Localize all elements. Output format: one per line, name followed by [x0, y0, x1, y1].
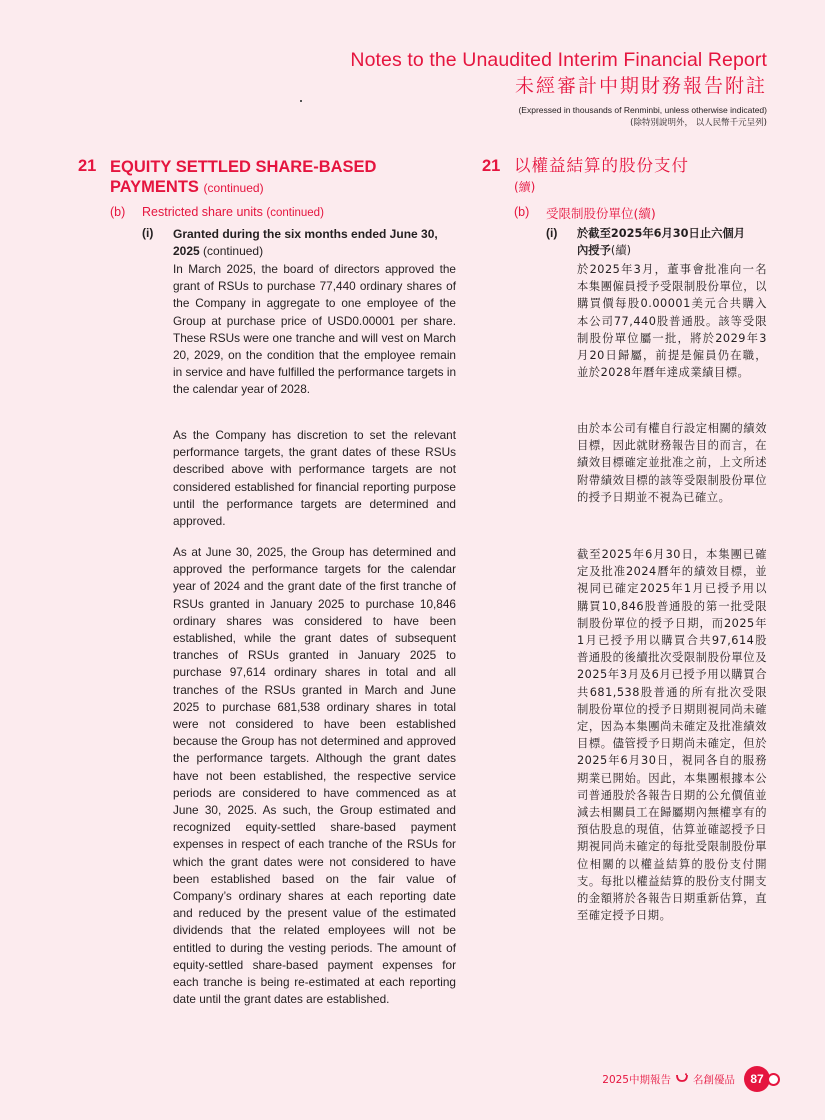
left-section-title-line2: PAYMENTS	[110, 178, 199, 196]
left-paragraph-2: As the Company has discretion to set the relevant performance targets, the grant dates of these RSUs described above with performance targets are not considered established for financial reporting purpose until the performance targets are determined and approved.	[173, 428, 456, 529]
left-section-number: 21	[78, 157, 97, 175]
right-sub-title: 受限制股份單位(續)	[546, 206, 656, 221]
left-sub-label: (b)	[110, 205, 126, 219]
right-item-title	[577, 225, 745, 259]
header-title-zh: 未經審計中期財務報告附註	[514, 75, 767, 97]
expressed-note-en: (Expressed in thousands of Renminbi, unless otherwise indicated)	[518, 105, 767, 115]
right-item-title-line2-wrap	[577, 242, 745, 259]
right-item-label: (i)	[546, 226, 558, 240]
right-section-continued: (續)	[514, 180, 536, 194]
left-sub-title: Restricted share units	[142, 205, 263, 219]
footer	[602, 1072, 735, 1087]
left-section-continued: (continued)	[203, 181, 264, 195]
right-section-number: 21	[482, 157, 501, 175]
right-sub-label: (b)	[514, 205, 530, 219]
left-paragraph-3: As at June 30, 2025, the Group has determined and approved the performance targets for the calendar year of 2024 and the grant date of the first tranche of RSUs granted in January 2025 to purchase 10,846 ordinary shares was considered to have been established, while the grant dates of subsequent tranches of RSUs granted in January 2025 to purchase 97,614 ordinary shares in total and all tranches of the RSUs granted in March and June 2025 to purchase 681,538 ordinary shares in total were not considered to have been established because the Group has not determined and approved the performance targets. Although the grant dates have not been established, the respective service periods are considered to have commenced as at June 30, 2025. As such, the Group estimated and recognized equity-settled share-based payment expenses in respect of each tranche of the RSUs for which the grant dates were not considered to have been established based on the fair value of Company’s ordinary shares at each reporting date and reduced by the present value of the estimated dividends that the related employees will not be entitled to during the vesting periods. The amount of equity-settled share-based payment expenses for each tranche is being re-estimated at each reporting date until the grant dates are established.	[173, 545, 456, 1007]
left-item-title: Granted during the six months ended June 30, 2025	[173, 227, 438, 258]
left-sub-title-wrap	[142, 205, 324, 219]
page-ring-icon	[767, 1073, 780, 1086]
footer-brand: 名創優品	[693, 1074, 735, 1086]
left-item-continued: (continued)	[203, 244, 264, 258]
stray-dot	[300, 100, 302, 102]
expressed-note-zh: (除特別說明外， 以人民幣千元呈列)	[630, 118, 767, 128]
right-item-title-line2: 內授予	[577, 244, 611, 257]
right-paragraph-2: 由於本公司有權自行設定相關的績效目標，因此就財務報告目的而言，在績效目標確定並批准之前，上文所述附帶績效目標的該等受限制股份單位的授予日期並不視為已確立。	[577, 422, 767, 504]
right-item-title-line1: 於截至2025年6月30日止六個月	[577, 227, 745, 240]
brand-logo-icon	[676, 1073, 688, 1086]
right-paragraph-1: 於2025年3月，董事會批准向一名本集團僱員授予受限制股份單位，以購買價每股0.00001美元合共購入本公司77,440股普通股。該等受限制股份單位屬一批，將於2029年3月20日歸屬，前提是僱員仍在職，並於2028年曆年達成業績目標。	[577, 263, 767, 380]
left-item-label: (i)	[142, 226, 154, 240]
left-section-title-line1: EQUITY SETTLED SHARE-BASED	[110, 158, 377, 176]
page-number: 87	[750, 1072, 764, 1086]
left-section-title	[110, 157, 376, 198]
header-title-en: Notes to the Unaudited Interim Financial Report	[350, 49, 767, 71]
footer-report-label: 2025中期報告	[602, 1074, 671, 1086]
left-section-title-line2-wrap	[110, 177, 376, 198]
right-section-title: 以權益結算的股份支付	[514, 156, 689, 175]
left-sub-continued: (continued)	[266, 207, 324, 219]
right-paragraph-3: 截至2025年6月30日，本集團已確定及批准2024曆年的績效目標，並視同已確定2025年1月已授予用以購買10,846股普通股的第一批受限制股份單位的授予日期，而2025年1月已授予用以購買合共97,614股普通股的後續批次受限制股份單位及2025年3月及6月已授予用以購買合共681,538股普通的所有批次受限制股份單位的授予日期則視同尚未確定，因為本集團尚未確定及批准績效目標。儘管授予日期尚未確定，但於2025年6月30日，視同各自的服務期業已開始。因此，本集團根據本公司普通股於各報告日期的公允價值並減去相關員工在歸屬期內無權享有的預估股息的現值，估算並確認授予日期視同尚未確定的每批受限制股份單位相關的以權益結算的股份支付開支。每批以權益結算的股份支付開支的金額將於各報告日期重新估算，直至確定授予日期。	[577, 548, 767, 923]
left-paragraph-1: In March 2025, the board of directors approved the grant of RSUs to purchase 77,440 ordinary shares of the Company in aggregate to one employee of the Group at purchase price of USD0.00001 per share. These RSUs were one tranche and will vest on March 20, 2029, on the condition that the employee remain in service and have fulfilled the performance targets in the calendar year of 2028.	[173, 262, 456, 397]
left-item-title-wrap	[173, 226, 458, 260]
right-item-continued: (續)	[610, 244, 632, 257]
